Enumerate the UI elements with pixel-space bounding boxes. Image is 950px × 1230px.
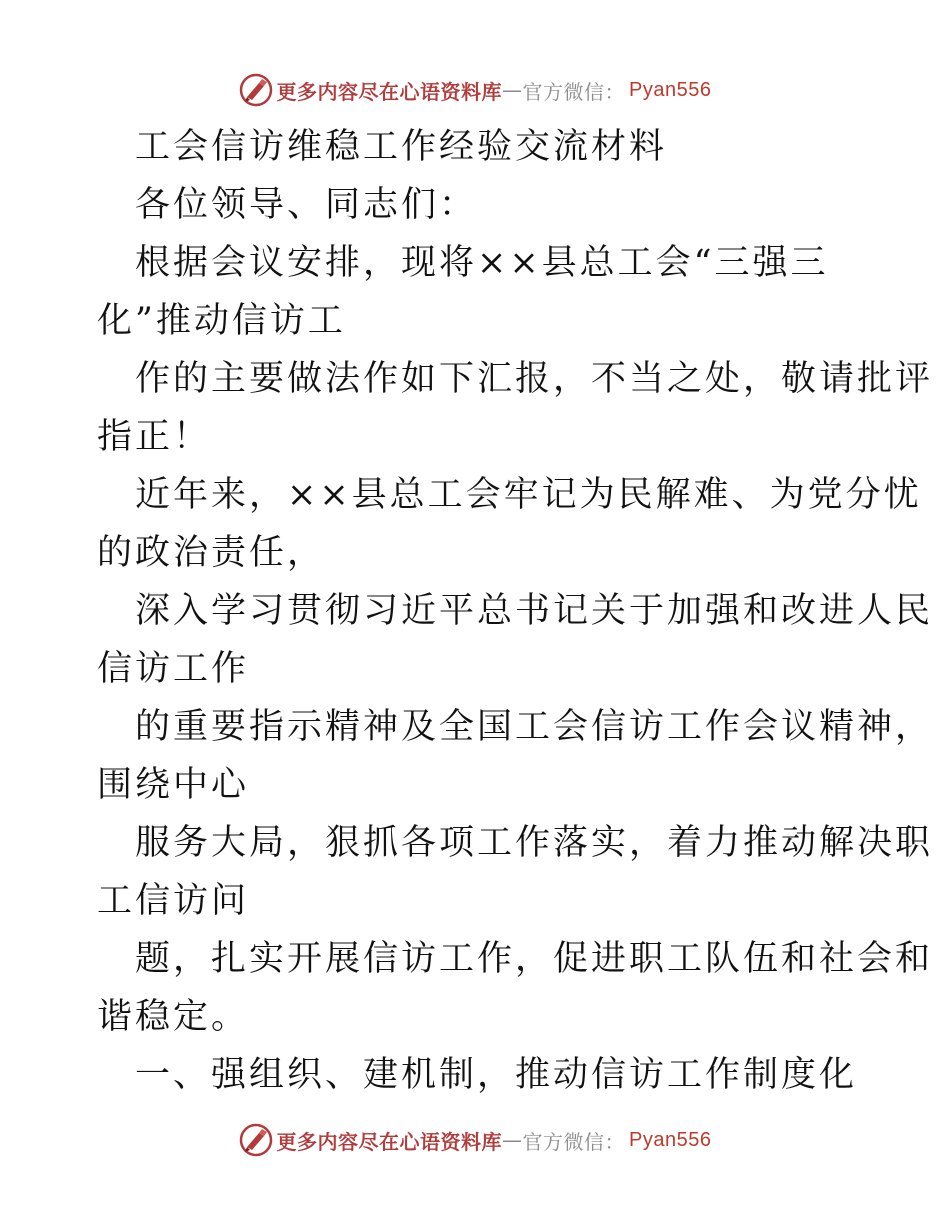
paragraph-line: 的重要指示精神及全国工会信访工作会议精神， xyxy=(135,707,934,747)
watermark-account: Pyan556 xyxy=(629,1128,712,1151)
pen-logo-icon xyxy=(239,73,273,107)
pen-logo-icon xyxy=(239,1123,273,1157)
paragraph-line: 服务大局，狠抓各项工作落实，着力推动解决职 xyxy=(135,823,934,863)
paragraph-line: 指正！ xyxy=(97,417,212,457)
watermark-brand: 更多内容尽在心语资料库 xyxy=(276,1129,503,1154)
watermark-header xyxy=(0,70,950,110)
paragraph-line: 化”推动信访工 xyxy=(97,301,346,341)
watermark-separator: — xyxy=(502,78,523,102)
document-title: 工会信访维稳工作经验交流材料 xyxy=(135,127,668,167)
paragraph-line: 谐稳定。 xyxy=(97,997,250,1037)
watermark-label: 官方微信： xyxy=(522,79,626,104)
paragraph-line: 围绕中心 xyxy=(97,765,250,805)
watermark-footer xyxy=(0,1120,950,1160)
paragraph-line: 工信访问 xyxy=(97,881,250,921)
document-body xyxy=(97,118,934,1104)
watermark-brand: 更多内容尽在心语资料库 xyxy=(276,79,503,104)
paragraph-line: 信访工作 xyxy=(97,649,250,689)
watermark-separator: — xyxy=(502,1128,523,1152)
paragraph-line: 根据会议安排，现将××县总工会“三强三 xyxy=(135,243,829,283)
paragraph-line: 作的主要做法作如下汇报，不当之处，敬请批评 xyxy=(135,359,934,399)
watermark-label: 官方微信： xyxy=(522,1129,626,1154)
paragraph-line: 题，扎实开展信访工作，促进职工队伍和社会和 xyxy=(135,939,934,979)
watermark-account: Pyan556 xyxy=(629,78,712,101)
section-heading: 一、强组织、建机制，推动信访工作制度化 xyxy=(135,1055,858,1095)
paragraph-line: 的政治责任， xyxy=(97,533,326,573)
salutation: 各位领导、同志们： xyxy=(135,185,478,225)
paragraph-line: 深入学习贯彻习近平总书记关于加强和改进人民 xyxy=(135,591,934,631)
paragraph-line: 近年来，××县总工会牢记为民解难、为党分忧 xyxy=(135,475,922,515)
